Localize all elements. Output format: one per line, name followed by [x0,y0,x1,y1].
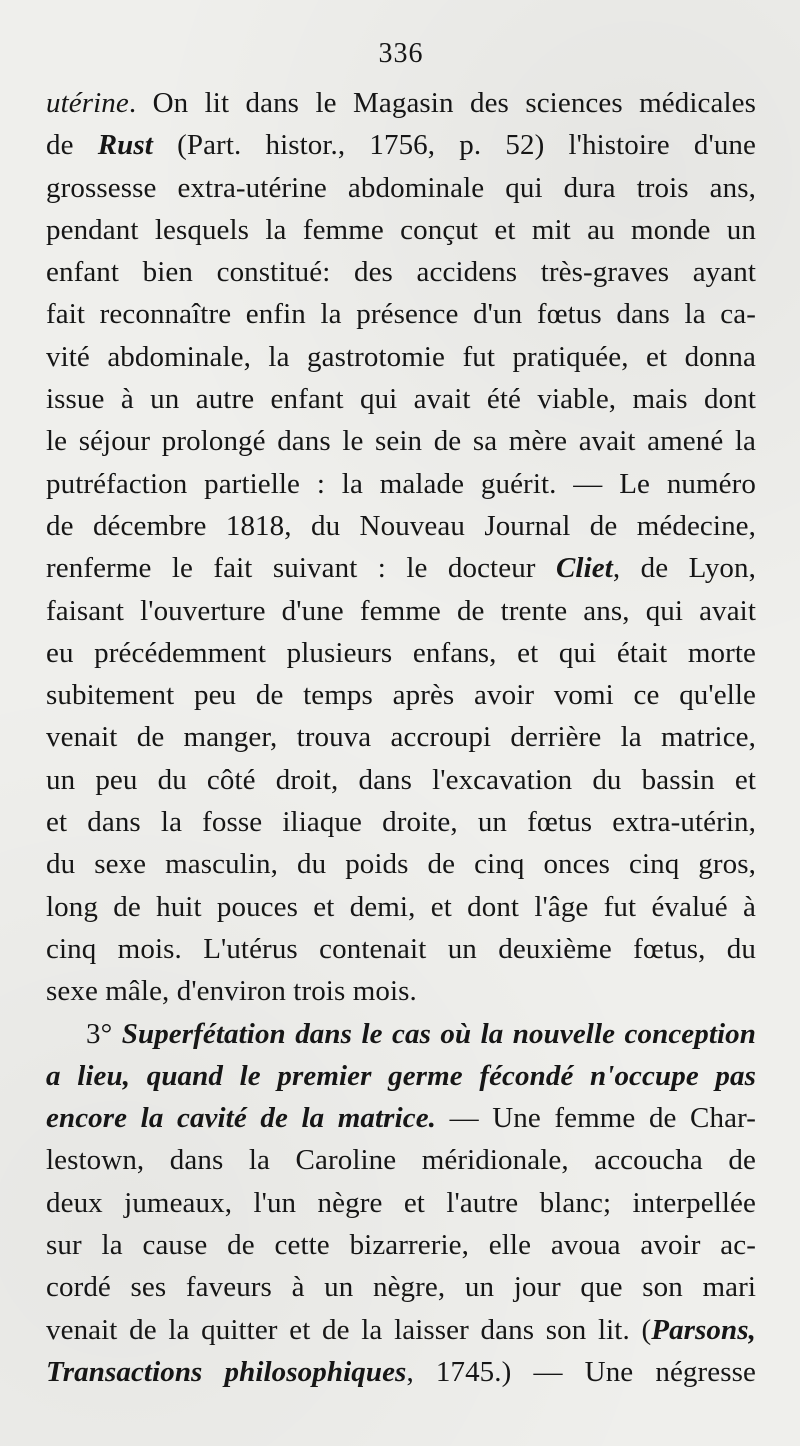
text-line [46,759,756,801]
text-line [46,124,756,166]
text-segment: le séjour prolongé dans le sein de sa mère avait amené la [46,425,756,458]
text-line [46,801,756,843]
text-segment: faisant l'ouverture d'une femme de trente ans, qui avait [46,594,756,627]
text-segment: de [46,129,98,162]
text-segment: du sexe masculin, du poids de cinq onces cinq gros, [46,848,756,881]
text-line [46,590,756,632]
text-line [46,1097,756,1139]
section-heading-line [46,1013,756,1055]
text-line [46,1309,756,1351]
page-number: 336 [378,38,424,69]
text-segment: subitement peu de temps après avoir vomi ce qu'elle [46,679,756,712]
text-line [46,632,756,674]
text-segment: pendant lesquels la femme conçut et mit au monde un [46,213,756,246]
text-line [46,293,756,335]
text-line [46,928,756,970]
text-segment: cordé ses faveurs à un nègre, un jour que son mari [46,1271,756,1304]
text-segment: et dans la fosse iliaque droite, un fœtus extra-utérin, [46,806,756,839]
section-heading-line [46,1055,756,1097]
text-line [46,970,756,1012]
text-segment: de décembre 1818, du Nouveau Journal de médecine, [46,509,756,542]
text-segment: issue à un autre enfant qui avait été viable, mais dont [46,383,756,416]
text-line [46,336,756,378]
text-segment: lestown, dans la Caroline méridionale, accoucha de [46,1144,756,1177]
text-segment: . On lit dans le Magasin des sciences médicales [128,87,756,119]
text-segment: deux jumeaux, l'un nègre et l'autre blanc; interpellée [46,1186,756,1219]
text-segment: (Part. histor., 1756, p. 52) l'histoire d'une [152,129,757,162]
body-text [46,82,756,1393]
italic-text: Transactions philosophiques [46,1355,407,1388]
text-segment: eu précédemment plusieurs enfans, et qui était morte [46,636,756,669]
text-segment: cinq mois. L'utérus contenait un deuxième fœtus, du [46,932,756,965]
text-line [46,420,756,462]
text-segment: , de Lyon, [612,552,756,585]
text-segment: grossesse extra-utérine abdominale qui dura trois ans, [46,171,756,204]
text-segment: putréfaction partielle : la malade guérit. — Le numéro [46,467,756,500]
text-line [46,1224,756,1266]
text-segment: fait reconnaître enfin la présence d'un fœtus dans la ca- [46,298,756,331]
italic-text: Parsons, [651,1313,756,1346]
text-line [46,82,756,124]
text-segment: long de huit pouces et demi, et dont l'âge fut évalué à [46,890,756,923]
italic-text: Rust [97,129,153,162]
text-line [46,505,756,547]
section-title: encore la cavité de la matrice. [46,1102,437,1135]
text-segment: enfant bien constitué: des accidens très-graves ayant [46,256,756,289]
text-segment: vité abdominale, la gastrotomie fut pratiquée, et donna [46,340,756,373]
text-segment: sur la cause de cette bizarrerie, elle avoua avoir ac- [46,1229,756,1262]
text-line [46,209,756,251]
text-line [46,463,756,505]
text-line [46,547,756,589]
text-line [46,674,756,716]
text-line [46,378,756,420]
italic-text: Cliet [555,552,613,585]
text-line [46,1182,756,1224]
text-line [46,1351,756,1393]
italic-text: utérine [46,87,129,119]
text-line [46,251,756,293]
text-segment: renferme le fait suivant : le docteur [46,552,556,585]
text-line [46,843,756,885]
text-segment: un peu du côté droit, dans l'excavation du bassin et [46,763,756,796]
text-line [46,716,756,758]
text-segment: venait de la quitter et de la laisser dans son lit. ( [46,1313,652,1346]
section-title: a lieu, quand le premier germe fécondé n'occupe pas [46,1059,756,1092]
section-title: Superfétation dans le cas où la nouvelle conception [121,1017,757,1050]
text-line [46,167,756,209]
text-line [46,1139,756,1181]
text-segment: venait de manger, trouva accroupi derrière la matrice, [46,721,756,754]
section-number: 3° [86,1017,122,1050]
text-line [46,1266,756,1308]
text-segment: — Une femme de Char- [436,1102,757,1135]
text-segment: sexe mâle, d'environ trois mois. [46,975,417,1008]
text-segment: , 1745.) — Une négresse [406,1355,757,1388]
text-line [46,886,756,928]
